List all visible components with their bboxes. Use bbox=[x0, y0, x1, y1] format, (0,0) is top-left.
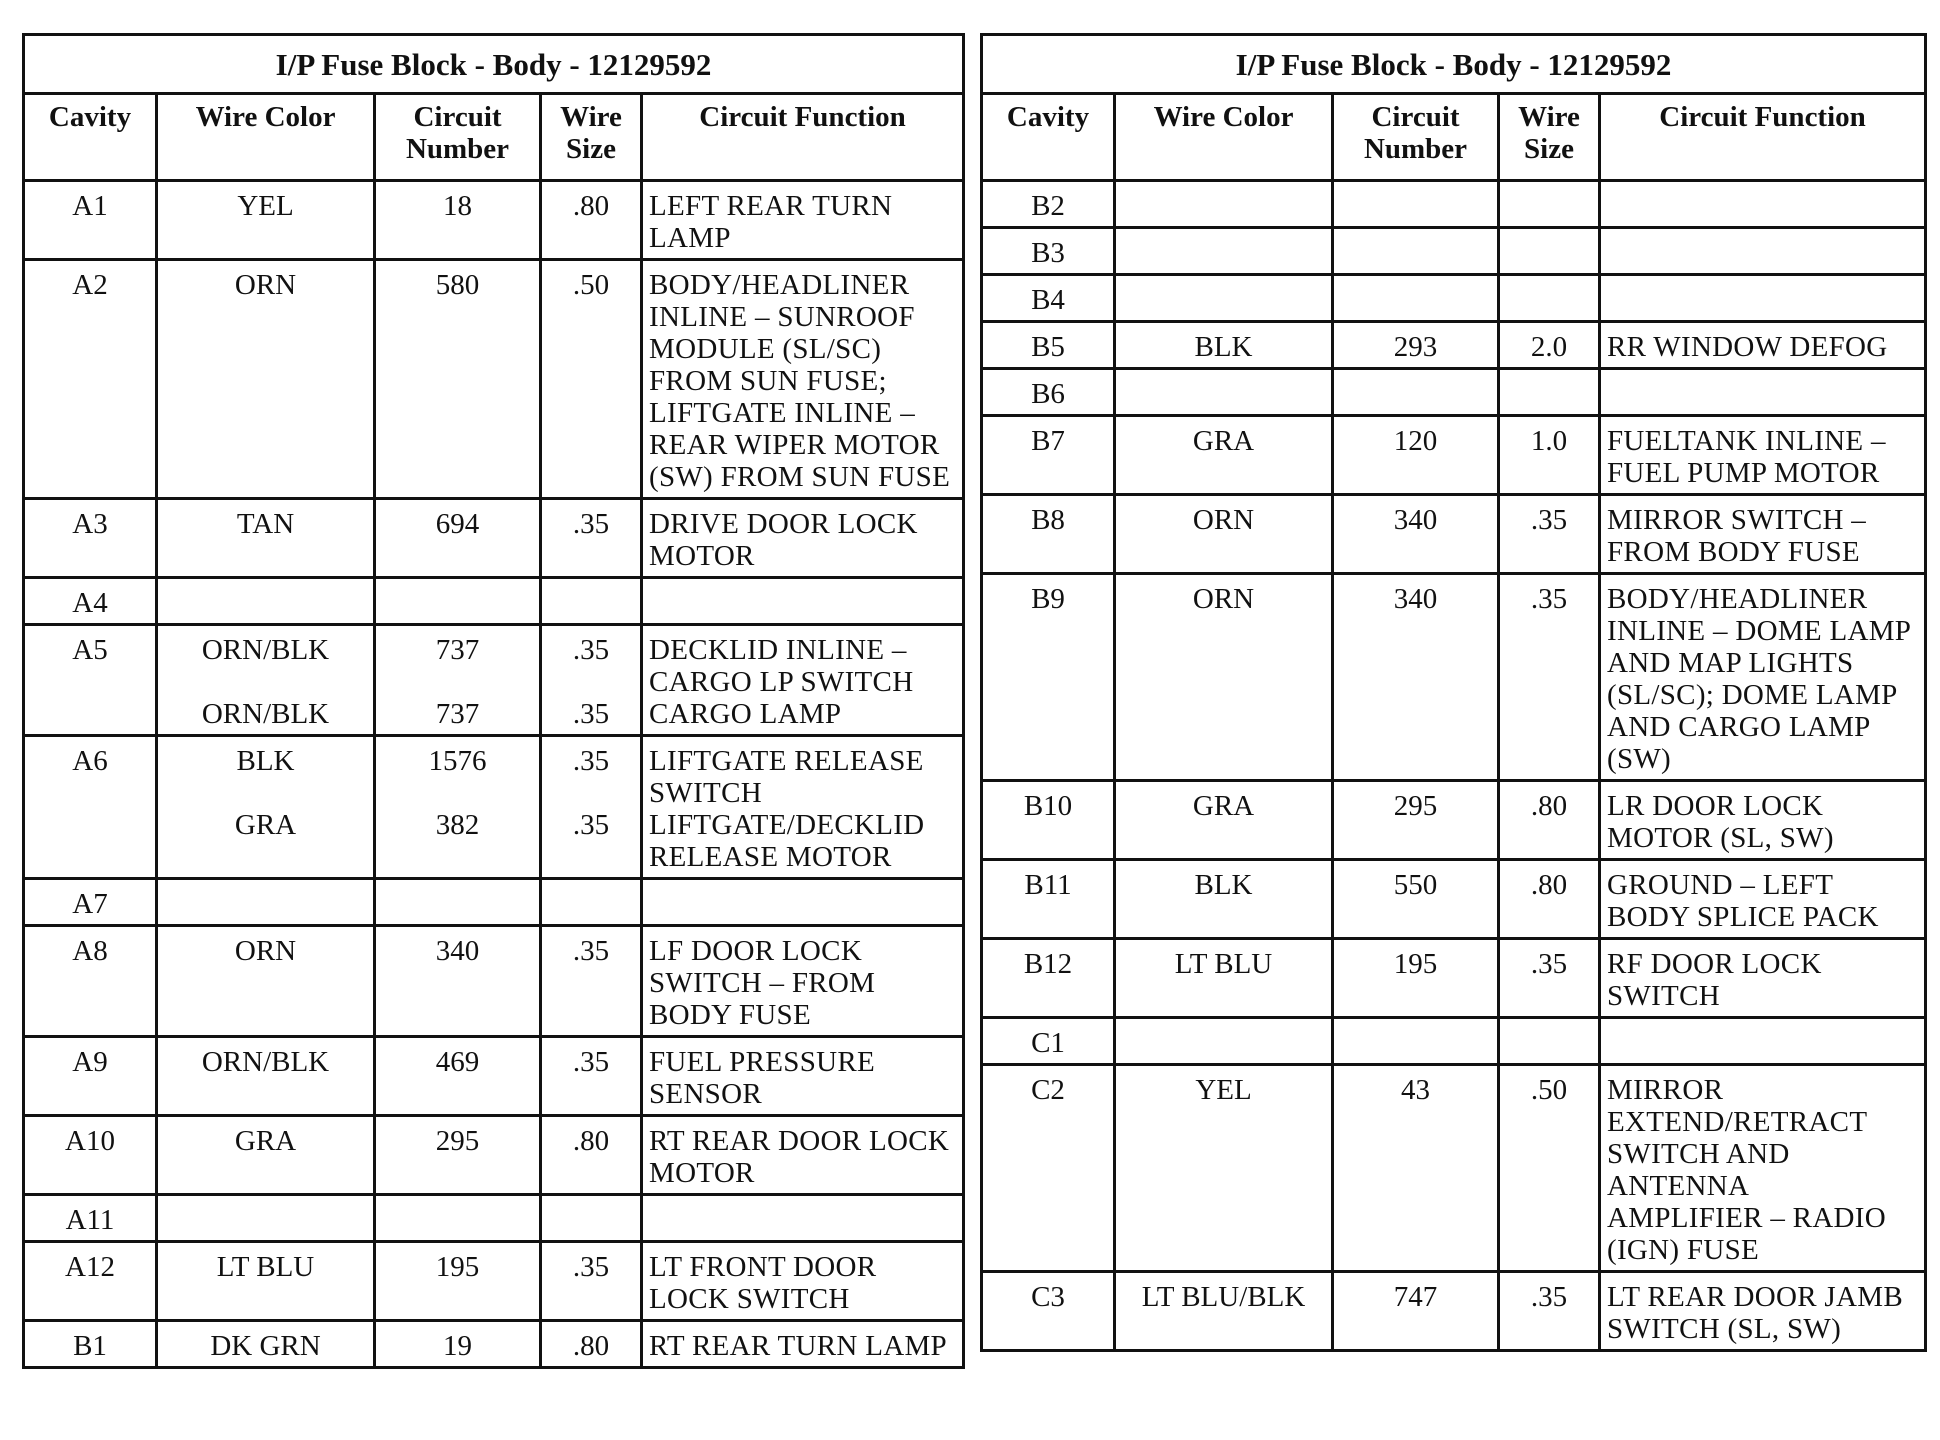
col-header-circuit-function: Circuit Function bbox=[642, 94, 964, 181]
wire-size-cell bbox=[1499, 860, 1600, 939]
wire-size-cell bbox=[541, 1242, 642, 1321]
col-header-wire-size: Wire Size bbox=[1499, 94, 1600, 181]
circuit-number-cell bbox=[1333, 939, 1499, 1018]
col-header-cavity: Cavity bbox=[24, 94, 157, 181]
circuit-function-line: BODY/HEADLINER bbox=[1607, 583, 1868, 615]
circuit-function-line: ANTENNA bbox=[1607, 1170, 1750, 1202]
cavity-cell: A4 bbox=[24, 578, 157, 625]
wire-color-line: ORN bbox=[1192, 504, 1255, 536]
wire-size-line: .35 bbox=[572, 698, 610, 730]
circuit-function-cell bbox=[1600, 416, 1926, 495]
wire-color-line: ORN bbox=[1192, 583, 1255, 615]
table-title: I/P Fuse Block - Body - 12129592 bbox=[982, 35, 1926, 94]
table-row bbox=[982, 416, 1926, 495]
circuit-function-line: INLINE – DOME LAMP bbox=[1607, 615, 1912, 647]
wire-color-cell bbox=[157, 879, 375, 926]
wire-size-cell bbox=[541, 578, 642, 625]
table-row bbox=[982, 1272, 1926, 1351]
wire-size-line: .35 bbox=[1530, 583, 1568, 615]
circuit-number-cell bbox=[1333, 1272, 1499, 1351]
table-title: I/P Fuse Block - Body - 12129592 bbox=[24, 35, 964, 94]
col-header-circuit-function: Circuit Function bbox=[1600, 94, 1926, 181]
wire-color-line: LT BLU/BLK bbox=[1141, 1281, 1306, 1313]
wire-size-cell bbox=[1499, 1018, 1600, 1065]
table-row bbox=[24, 578, 964, 625]
circuit-number-cell bbox=[1333, 181, 1499, 228]
wire-size-cell bbox=[541, 879, 642, 926]
wire-color-cell bbox=[157, 1242, 375, 1321]
cavity-cell: A10 bbox=[24, 1116, 157, 1195]
cavity-cell: C3 bbox=[982, 1272, 1115, 1351]
circuit-function-cell bbox=[642, 736, 964, 879]
table-row bbox=[24, 181, 964, 260]
wire-size-line: .35 bbox=[1530, 504, 1568, 536]
circuit-number-line: 19 bbox=[443, 1330, 472, 1362]
circuit-number-line: 18 bbox=[443, 190, 472, 222]
cavity-cell: B9 bbox=[982, 574, 1115, 781]
col-header-wire-color: Wire Color bbox=[1115, 94, 1333, 181]
circuit-function-line: INLINE – SUNROOF bbox=[649, 301, 915, 333]
circuit-function-cell bbox=[1600, 495, 1926, 574]
circuit-number-cell bbox=[375, 879, 541, 926]
table-row bbox=[982, 574, 1926, 781]
wire-size-cell bbox=[1499, 574, 1600, 781]
cavity-cell: B4 bbox=[982, 275, 1115, 322]
cavity-cell: A2 bbox=[24, 260, 157, 499]
wire-size-cell bbox=[1499, 322, 1600, 369]
wire-size-cell bbox=[1499, 369, 1600, 416]
fuse-table-right bbox=[980, 33, 1927, 1352]
circuit-number-cell bbox=[1333, 416, 1499, 495]
cavity-cell: A5 bbox=[24, 625, 157, 736]
table-row bbox=[24, 1116, 964, 1195]
wire-color-line: GRA bbox=[1192, 425, 1255, 457]
wire-color-line: LT BLU bbox=[1174, 948, 1273, 980]
cavity-cell: B1 bbox=[24, 1321, 157, 1368]
table-body bbox=[24, 181, 964, 1368]
circuit-function-line: LIFTGATE/DECKLID bbox=[649, 809, 925, 841]
circuit-function-line: RR WINDOW DEFOG bbox=[1607, 331, 1888, 363]
table-row bbox=[24, 260, 964, 499]
wire-size-line: .35 bbox=[572, 1251, 610, 1283]
circuit-function-line: SWITCH bbox=[649, 777, 762, 809]
circuit-number-cell bbox=[375, 926, 541, 1037]
table-row bbox=[982, 939, 1926, 1018]
circuit-function-line: RT REAR DOOR LOCK bbox=[649, 1125, 950, 1157]
circuit-number-cell bbox=[1333, 1065, 1499, 1272]
circuit-function-cell bbox=[642, 1195, 964, 1242]
wire-size-cell bbox=[541, 625, 642, 736]
wire-color-cell bbox=[157, 625, 375, 736]
wire-size-cell bbox=[1499, 1272, 1600, 1351]
circuit-function-cell bbox=[1600, 1272, 1926, 1351]
circuit-function-line: (SW) FROM SUN FUSE bbox=[649, 461, 951, 493]
wire-size-line: .50 bbox=[572, 269, 610, 301]
circuit-number-line: 120 bbox=[1393, 425, 1438, 457]
wire-size-cell bbox=[1499, 1065, 1600, 1272]
wire-color-cell bbox=[1115, 1065, 1333, 1272]
circuit-function-line: LEFT REAR TURN bbox=[649, 190, 893, 222]
wire-color-line: GRA bbox=[234, 1125, 297, 1157]
circuit-number-line: 295 bbox=[435, 1125, 480, 1157]
wire-size-cell bbox=[1499, 228, 1600, 275]
circuit-function-cell bbox=[1600, 369, 1926, 416]
table-row bbox=[982, 495, 1926, 574]
wire-size-line: .35 bbox=[572, 935, 610, 967]
circuit-function-line: LT REAR DOOR JAMB bbox=[1607, 1281, 1903, 1313]
circuit-function-cell bbox=[642, 578, 964, 625]
cavity-cell: B12 bbox=[982, 939, 1115, 1018]
cavity-cell: A3 bbox=[24, 499, 157, 578]
circuit-function-line: RT REAR TURN LAMP bbox=[649, 1330, 947, 1362]
wire-size-cell bbox=[541, 1321, 642, 1368]
circuit-number-cell bbox=[375, 1037, 541, 1116]
table-row bbox=[982, 369, 1926, 416]
wire-size-cell bbox=[541, 1195, 642, 1242]
circuit-number-line: 747 bbox=[1393, 1281, 1438, 1313]
wire-size-line: .80 bbox=[572, 1330, 610, 1362]
wire-color-cell bbox=[1115, 275, 1333, 322]
wire-color-cell bbox=[157, 1037, 375, 1116]
wire-color-cell bbox=[1115, 939, 1333, 1018]
wire-color-line: YEL bbox=[237, 190, 294, 222]
circuit-number-cell bbox=[1333, 495, 1499, 574]
wire-size-cell bbox=[1499, 275, 1600, 322]
wire-color-cell bbox=[1115, 495, 1333, 574]
wire-color-cell bbox=[157, 181, 375, 260]
circuit-function-line: MOTOR bbox=[649, 540, 755, 572]
table-row bbox=[982, 781, 1926, 860]
table-row bbox=[24, 499, 964, 578]
wire-size-line: .35 bbox=[572, 1046, 610, 1078]
circuit-number-line: 195 bbox=[435, 1251, 480, 1283]
wire-color-line: BLK bbox=[236, 745, 295, 777]
circuit-function-line: DECKLID INLINE – bbox=[649, 634, 907, 666]
cavity-cell: C1 bbox=[982, 1018, 1115, 1065]
wire-size-cell bbox=[541, 499, 642, 578]
circuit-function-line: REAR WIPER MOTOR bbox=[649, 429, 940, 461]
circuit-number-line: 469 bbox=[435, 1046, 480, 1078]
circuit-number-cell bbox=[375, 625, 541, 736]
circuit-function-line: LIFTGATE INLINE – bbox=[649, 397, 916, 429]
wire-color-cell bbox=[1115, 228, 1333, 275]
cavity-cell: A6 bbox=[24, 736, 157, 879]
cavity-cell: A9 bbox=[24, 1037, 157, 1116]
circuit-function-line: SWITCH bbox=[1607, 980, 1720, 1012]
wire-color-line: BLK bbox=[1194, 331, 1253, 363]
wire-color-line: DK GRN bbox=[210, 1330, 321, 1362]
circuit-function-line: BODY SPLICE PACK bbox=[1607, 901, 1879, 933]
wire-color-line: LT BLU bbox=[216, 1251, 315, 1283]
cavity-cell: B2 bbox=[982, 181, 1115, 228]
circuit-number-cell bbox=[1333, 860, 1499, 939]
circuit-function-line: (SW) bbox=[1607, 743, 1672, 775]
circuit-function-cell bbox=[642, 926, 964, 1037]
wire-size-cell bbox=[1499, 181, 1600, 228]
circuit-number-line: 382 bbox=[435, 809, 480, 841]
table-row bbox=[24, 736, 964, 879]
circuit-function-line: FROM BODY FUSE bbox=[1607, 536, 1860, 568]
circuit-number-cell bbox=[375, 499, 541, 578]
wire-color-cell bbox=[1115, 860, 1333, 939]
cavity-cell: C2 bbox=[982, 1065, 1115, 1272]
cavity-cell: A7 bbox=[24, 879, 157, 926]
circuit-number-line: 293 bbox=[1393, 331, 1438, 363]
wire-color-cell bbox=[157, 1321, 375, 1368]
table-row bbox=[982, 322, 1926, 369]
circuit-function-line: GROUND – LEFT bbox=[1607, 869, 1834, 901]
wire-color-cell bbox=[1115, 574, 1333, 781]
wire-size-line: .80 bbox=[1530, 869, 1568, 901]
circuit-number-line: 737 bbox=[435, 698, 480, 730]
table-row bbox=[24, 926, 964, 1037]
circuit-function-cell bbox=[1600, 1065, 1926, 1272]
wire-size-line: 1.0 bbox=[1530, 425, 1568, 457]
wire-size-line: .50 bbox=[1530, 1074, 1568, 1106]
table-row bbox=[24, 1037, 964, 1116]
circuit-function-cell bbox=[642, 499, 964, 578]
circuit-number-cell bbox=[1333, 781, 1499, 860]
circuit-number-cell bbox=[375, 578, 541, 625]
circuit-number-line: 737 bbox=[435, 634, 480, 666]
circuit-function-cell bbox=[1600, 275, 1926, 322]
wire-color-cell bbox=[157, 1195, 375, 1242]
wire-size-cell bbox=[541, 1037, 642, 1116]
circuit-number-cell bbox=[375, 1116, 541, 1195]
wire-size-cell bbox=[1499, 781, 1600, 860]
circuit-function-cell bbox=[642, 1116, 964, 1195]
circuit-function-cell bbox=[642, 1321, 964, 1368]
circuit-function-cell bbox=[1600, 181, 1926, 228]
wire-color-cell bbox=[1115, 1272, 1333, 1351]
circuit-function-line: SWITCH – FROM bbox=[649, 967, 876, 999]
wire-color-line: YEL bbox=[1195, 1074, 1252, 1106]
wire-color-line: ORN/BLK bbox=[201, 634, 330, 666]
circuit-function-line: SENSOR bbox=[649, 1078, 762, 1110]
circuit-function-line: LAMP bbox=[649, 222, 731, 254]
circuit-function-line: BODY/HEADLINER bbox=[649, 269, 910, 301]
circuit-number-line: 340 bbox=[1393, 504, 1438, 536]
wire-color-cell bbox=[157, 1116, 375, 1195]
circuit-number-line: 694 bbox=[435, 508, 480, 540]
wire-color-cell bbox=[1115, 416, 1333, 495]
circuit-number-line: 580 bbox=[435, 269, 480, 301]
table-body bbox=[982, 181, 1926, 1351]
circuit-function-line: AND MAP LIGHTS bbox=[1607, 647, 1854, 679]
cavity-cell: B3 bbox=[982, 228, 1115, 275]
wire-size-line: 2.0 bbox=[1530, 331, 1568, 363]
circuit-function-line: BODY FUSE bbox=[649, 999, 811, 1031]
wire-color-line: BLK bbox=[1194, 869, 1253, 901]
circuit-number-cell bbox=[375, 736, 541, 879]
wire-color-line: ORN bbox=[234, 935, 297, 967]
cavity-cell: A1 bbox=[24, 181, 157, 260]
wire-size-line: .35 bbox=[572, 508, 610, 540]
circuit-number-cell bbox=[375, 260, 541, 499]
wire-color-line: ORN/BLK bbox=[201, 698, 330, 730]
table-row bbox=[24, 879, 964, 926]
wire-size-line: .80 bbox=[572, 1125, 610, 1157]
circuit-function-line: LIFTGATE RELEASE bbox=[649, 745, 924, 777]
circuit-function-line: LF DOOR LOCK bbox=[649, 935, 863, 967]
wire-size-line: .80 bbox=[1530, 790, 1568, 822]
circuit-function-line: FUEL PRESSURE bbox=[649, 1046, 876, 1078]
wire-size-cell bbox=[1499, 939, 1600, 1018]
circuit-number-cell bbox=[375, 181, 541, 260]
wire-size-line: .35 bbox=[572, 809, 610, 841]
fuse-table-left bbox=[22, 33, 965, 1369]
wire-color-cell bbox=[157, 578, 375, 625]
wire-size-cell bbox=[1499, 416, 1600, 495]
cavity-cell: A12 bbox=[24, 1242, 157, 1321]
table-row bbox=[982, 1018, 1926, 1065]
wire-color-line: GRA bbox=[234, 809, 297, 841]
circuit-function-line: RF DOOR LOCK bbox=[1607, 948, 1822, 980]
wire-color-cell bbox=[1115, 181, 1333, 228]
circuit-function-line: MOTOR bbox=[649, 1157, 755, 1189]
wire-size-line: .35 bbox=[572, 745, 610, 777]
circuit-function-line: (SL/SC); DOME LAMP bbox=[1607, 679, 1898, 711]
circuit-function-line: EXTEND/RETRACT bbox=[1607, 1106, 1868, 1138]
table-row bbox=[24, 625, 964, 736]
circuit-function-line: MOTOR (SL, SW) bbox=[1607, 822, 1834, 854]
circuit-function-line: FUEL PUMP MOTOR bbox=[1607, 457, 1880, 489]
wire-size-cell bbox=[541, 1116, 642, 1195]
circuit-function-cell bbox=[1600, 860, 1926, 939]
circuit-number-cell bbox=[1333, 275, 1499, 322]
circuit-function-cell bbox=[642, 1037, 964, 1116]
circuit-number-cell bbox=[1333, 369, 1499, 416]
wire-size-cell bbox=[541, 181, 642, 260]
wire-color-cell bbox=[1115, 322, 1333, 369]
wire-color-cell bbox=[157, 499, 375, 578]
circuit-function-line: CARGO LP SWITCH bbox=[649, 666, 914, 698]
cavity-cell: B7 bbox=[982, 416, 1115, 495]
circuit-function-cell bbox=[642, 625, 964, 736]
table-row bbox=[982, 1065, 1926, 1272]
wire-color-cell bbox=[157, 926, 375, 1037]
circuit-number-line: 1576 bbox=[428, 745, 487, 777]
circuit-function-line: AND CARGO LAMP bbox=[1607, 711, 1871, 743]
circuit-function-line: AMPLIFIER – RADIO bbox=[1607, 1202, 1886, 1234]
table-row bbox=[982, 181, 1926, 228]
circuit-function-line: MODULE (SL/SC) bbox=[649, 333, 882, 365]
wire-color-cell bbox=[157, 736, 375, 879]
circuit-number-line: 550 bbox=[1393, 869, 1438, 901]
col-header-circuit-number: Circuit Number bbox=[1333, 94, 1499, 181]
col-header-wire-color: Wire Color bbox=[157, 94, 375, 181]
circuit-function-line: SWITCH AND bbox=[1607, 1138, 1790, 1170]
col-header-wire-size: Wire Size bbox=[541, 94, 642, 181]
circuit-number-line: 43 bbox=[1401, 1074, 1430, 1106]
circuit-number-cell bbox=[1333, 574, 1499, 781]
circuit-function-line: LT FRONT DOOR bbox=[649, 1251, 877, 1283]
wire-size-line: .80 bbox=[572, 190, 610, 222]
circuit-function-cell bbox=[642, 879, 964, 926]
wire-size-cell bbox=[541, 260, 642, 499]
circuit-function-cell bbox=[1600, 1018, 1926, 1065]
wire-size-cell bbox=[541, 926, 642, 1037]
circuit-function-line: LOCK SWITCH bbox=[649, 1283, 850, 1315]
cavity-cell: A8 bbox=[24, 926, 157, 1037]
circuit-number-cell bbox=[1333, 228, 1499, 275]
wire-color-line: ORN/BLK bbox=[201, 1046, 330, 1078]
wire-color-line: TAN bbox=[236, 508, 295, 540]
wire-color-line: GRA bbox=[1192, 790, 1255, 822]
wire-size-line: .35 bbox=[1530, 1281, 1568, 1313]
circuit-function-cell bbox=[1600, 781, 1926, 860]
table-row bbox=[24, 1321, 964, 1368]
wire-color-cell bbox=[1115, 1018, 1333, 1065]
circuit-function-line: LR DOOR LOCK bbox=[1607, 790, 1824, 822]
table-row bbox=[982, 228, 1926, 275]
circuit-number-line: 340 bbox=[1393, 583, 1438, 615]
circuit-function-line: RELEASE MOTOR bbox=[649, 841, 892, 873]
col-header-cavity: Cavity bbox=[982, 94, 1115, 181]
table-row bbox=[982, 275, 1926, 322]
wire-color-cell bbox=[1115, 369, 1333, 416]
table-row bbox=[24, 1195, 964, 1242]
cavity-cell: B5 bbox=[982, 322, 1115, 369]
cavity-cell: B6 bbox=[982, 369, 1115, 416]
circuit-function-cell bbox=[1600, 228, 1926, 275]
circuit-function-cell bbox=[1600, 939, 1926, 1018]
circuit-number-cell bbox=[375, 1321, 541, 1368]
circuit-number-line: 340 bbox=[435, 935, 480, 967]
wire-color-line: ORN bbox=[234, 269, 297, 301]
circuit-function-cell bbox=[642, 181, 964, 260]
table-row bbox=[982, 860, 1926, 939]
circuit-function-line: MIRROR bbox=[1607, 1074, 1724, 1106]
wire-size-cell bbox=[541, 736, 642, 879]
wire-size-line: .35 bbox=[572, 634, 610, 666]
circuit-number-line: 295 bbox=[1393, 790, 1438, 822]
cavity-cell: B8 bbox=[982, 495, 1115, 574]
circuit-function-line: (IGN) FUSE bbox=[1607, 1234, 1760, 1266]
circuit-function-line: DRIVE DOOR LOCK bbox=[649, 508, 918, 540]
wire-color-cell bbox=[1115, 781, 1333, 860]
circuit-number-cell bbox=[1333, 1018, 1499, 1065]
cavity-cell: A11 bbox=[24, 1195, 157, 1242]
circuit-function-cell bbox=[642, 1242, 964, 1321]
circuit-function-cell bbox=[1600, 574, 1926, 781]
circuit-function-line: FUELTANK INLINE – bbox=[1607, 425, 1886, 457]
col-header-circuit-number: Circuit Number bbox=[375, 94, 541, 181]
circuit-function-line: FROM SUN FUSE; bbox=[649, 365, 887, 397]
circuit-function-line: SWITCH (SL, SW) bbox=[1607, 1313, 1842, 1345]
circuit-function-cell bbox=[642, 260, 964, 499]
circuit-function-line: MIRROR SWITCH – bbox=[1607, 504, 1867, 536]
circuit-function-line: CARGO LAMP bbox=[649, 698, 842, 730]
circuit-function-cell bbox=[1600, 322, 1926, 369]
wire-size-cell bbox=[1499, 495, 1600, 574]
circuit-number-line: 195 bbox=[1393, 948, 1438, 980]
table-row bbox=[24, 1242, 964, 1321]
wire-color-cell bbox=[157, 260, 375, 499]
circuit-number-cell bbox=[1333, 322, 1499, 369]
circuit-number-cell bbox=[375, 1242, 541, 1321]
cavity-cell: B10 bbox=[982, 781, 1115, 860]
wire-size-line: .35 bbox=[1530, 948, 1568, 980]
cavity-cell: B11 bbox=[982, 860, 1115, 939]
circuit-number-cell bbox=[375, 1195, 541, 1242]
